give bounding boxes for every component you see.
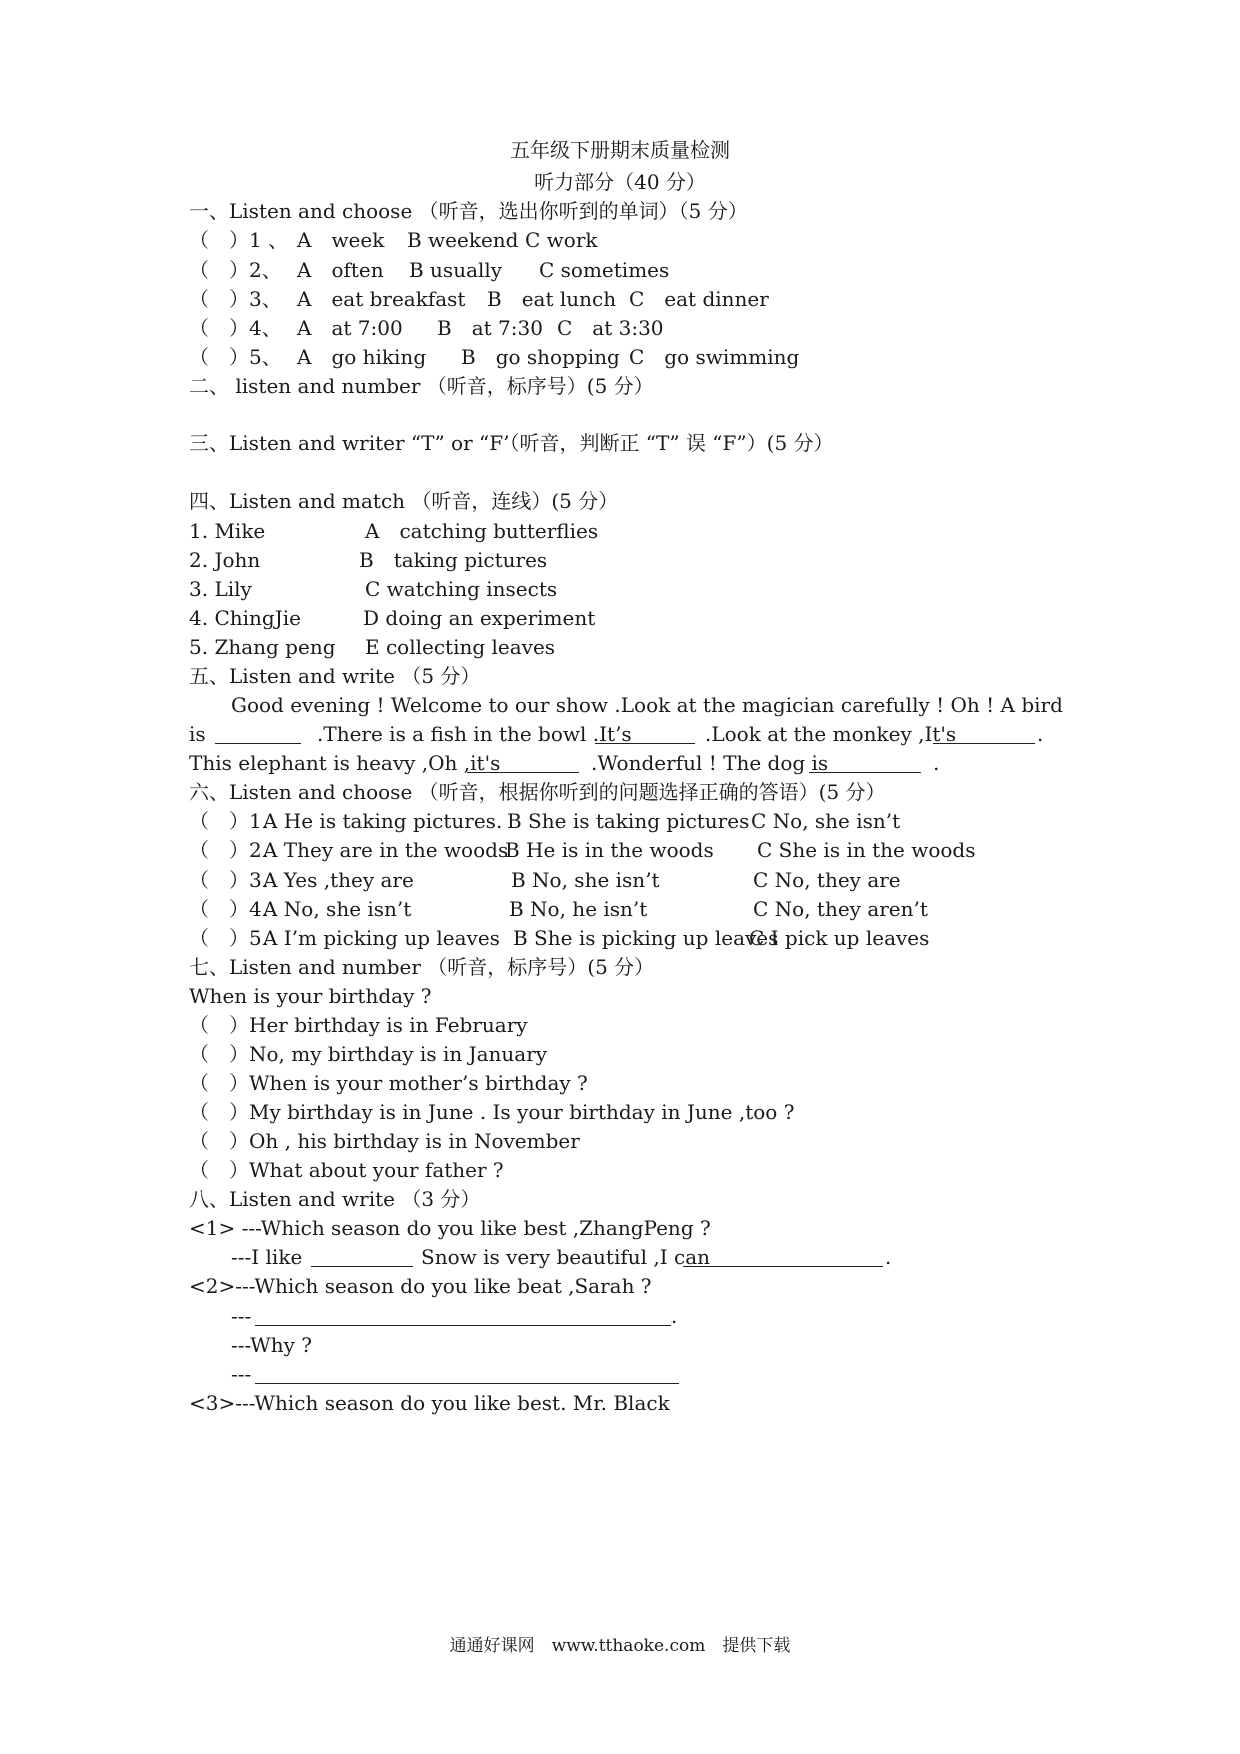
passage-text: .Look at the monkey ,It's (705, 722, 957, 746)
s8-question-3: <3>---Which season do you like best. Mr. Black (189, 1391, 670, 1415)
section-3-heading: 三、Listen and writer “T” or “F’（听音，判断正 “T” 误 “F”）(5 分） (189, 431, 834, 455)
option-c: C eat dinner (629, 287, 769, 311)
answer-blank (683, 1246, 883, 1267)
s6-item-3 (189, 867, 901, 893)
answer-blank (311, 1246, 413, 1267)
s8-answer-2 (231, 1303, 678, 1329)
item-number: （ ）3、 (189, 287, 282, 311)
answer-blank (595, 723, 695, 744)
answer-blank (255, 1305, 671, 1326)
section-8-heading: 八、Listen and write （3 分） (189, 1187, 481, 1211)
answer-blank (255, 1363, 679, 1384)
option-a: A No, she isn’t (263, 897, 412, 921)
passage-text: is (189, 722, 206, 746)
item-number: （ ）1 、 (189, 228, 289, 252)
match-activity: E collecting leaves (365, 635, 556, 659)
match-row-3 (189, 576, 558, 602)
match-name: 3. Lily (189, 577, 252, 601)
option-c: C at 3:30 (557, 316, 664, 340)
option-b: B go shopping (461, 345, 620, 369)
section-4-heading: 四、Listen and match （听音，连线）(5 分） (189, 489, 619, 513)
option-b: B No, he isn’t (509, 897, 648, 921)
answer-text: ---I like (231, 1245, 303, 1269)
passage-line-2 (189, 721, 1044, 747)
match-activity: D doing an experiment (363, 606, 596, 630)
dialogue-line-1: （ ）Her birthday is in February (189, 1013, 528, 1037)
match-row-5 (189, 634, 556, 660)
page-footer: 通通好课网 www.tthaoke.com 提供下载 (449, 1636, 791, 1656)
answer-blank (467, 752, 579, 773)
match-row-2 (189, 547, 548, 573)
match-name: 5. Zhang peng (189, 635, 336, 659)
s6-item-5 (189, 925, 930, 951)
s1-item-1 (189, 227, 598, 253)
match-name: 2. John (189, 548, 261, 572)
answer-blank (933, 723, 1035, 744)
item-number: （ ）3. (189, 868, 269, 892)
option-a: A I’m picking up leaves (263, 926, 500, 950)
option-c: C No, they are (753, 868, 901, 892)
item-number: （ ）4. (189, 897, 269, 921)
dialogue-line-4: （ ）My birthday is in June . Is your birthday in June ,too ? (189, 1100, 795, 1124)
option-a: A often (297, 258, 384, 282)
passage-line-3 (189, 750, 940, 776)
option-b: B She is taking pictures (507, 809, 750, 833)
answer-text: --- (231, 1362, 252, 1386)
match-name: 4. ChingJie (189, 606, 301, 630)
match-activity: A catching butterflies (365, 519, 599, 543)
section-6-heading: 六、Listen and choose （听音，根据你听到的问题选择正确的答语）(5 分） (189, 780, 886, 804)
item-number: （ ）2、 (189, 258, 282, 282)
s1-item-2 (189, 257, 670, 283)
option-c: C work (525, 228, 598, 252)
section-7-heading: 七、Listen and number （听音，标序号）(5 分） (189, 955, 655, 979)
option-c: C I pick up leaves (749, 926, 930, 950)
s8-why: ---Why ? (231, 1333, 312, 1357)
page-subtitle: 听力部分（40 分） (534, 170, 706, 194)
answer-blank (215, 723, 301, 744)
dialogue-line-3: （ ）When is your mother’s birthday ? (189, 1071, 588, 1095)
dialogue-line-6: （ ）What about your father ? (189, 1158, 504, 1182)
s8-question-1: <1> ---Which season do you like best ,ZhangPeng ? (189, 1216, 711, 1240)
page-title: 五年级下册期末质量检测 (510, 138, 730, 162)
option-b: B He is in the woods (505, 838, 714, 862)
s8-question-2: <2>---Which season do you like beat ,Sarah ? (189, 1274, 652, 1298)
match-row-1 (189, 518, 599, 544)
option-b: B weekend (407, 228, 519, 252)
item-number: （ ）1. (189, 809, 269, 833)
dialogue-line-2: （ ）No, my birthday is in January (189, 1042, 548, 1066)
option-b: B eat lunch (487, 287, 617, 311)
option-a: A eat breakfast (297, 287, 466, 311)
passage-text: This elephant is heavy ,Oh ,it's (189, 751, 501, 775)
option-c: C No, they aren’t (753, 897, 928, 921)
answer-text: Snow is very beautiful ,I can (421, 1245, 711, 1269)
option-c: C She is in the woods (757, 838, 976, 862)
s1-item-4 (189, 315, 664, 341)
match-row-4 (189, 605, 596, 631)
section-5-heading: 五、Listen and write （5 分） (189, 664, 481, 688)
item-number: （ ）2. (189, 838, 269, 862)
option-a: A Yes ,they are (263, 868, 414, 892)
item-number: （ ）5. (189, 926, 269, 950)
passage-line-1: Good evening ! Welcome to our show .Look at the magician carefully ! Oh ! A bird (231, 693, 1063, 717)
dialogue-line-5: （ ）Oh , his birthday is in November (189, 1129, 580, 1153)
option-a: A go hiking (297, 345, 427, 369)
option-b: B No, she isn’t (511, 868, 660, 892)
option-b: B usually (409, 258, 503, 282)
s6-item-4 (189, 896, 928, 922)
option-c: C No, she isn’t (751, 809, 901, 833)
match-activity: C watching insects (365, 577, 558, 601)
s8-answer-3 (231, 1361, 251, 1387)
option-c: C go swimming (629, 345, 800, 369)
item-number: （ ）5、 (189, 345, 282, 369)
passage-text: . (1037, 722, 1044, 746)
section-2-heading: 二、 listen and number （听音，标序号）(5 分） (189, 374, 654, 398)
option-c: C sometimes (539, 258, 670, 282)
s1-item-5 (189, 344, 800, 370)
item-number: （ ）4、 (189, 316, 282, 340)
passage-text: .There is a fish in the bowl .It’s (317, 722, 632, 746)
option-b: B at 7:30 (437, 316, 543, 340)
s1-item-3 (189, 286, 769, 312)
option-a: A at 7:00 (297, 316, 403, 340)
answer-text: --- (231, 1304, 252, 1328)
option-a: A week (297, 228, 385, 252)
match-name: 1. Mike (189, 519, 266, 543)
dialogue-question: When is your birthday ? (189, 984, 432, 1008)
passage-text: .Wonderful ! The dog is (591, 751, 829, 775)
s6-item-2 (189, 837, 976, 863)
section-1-heading: 一、Listen and choose （听音，选出你听到的单词）（5 分） (189, 199, 748, 223)
answer-blank (809, 752, 921, 773)
s8-answer-1 (231, 1244, 892, 1270)
passage-text: . (933, 751, 940, 775)
answer-text: . (671, 1304, 678, 1328)
s6-item-1 (189, 808, 901, 834)
match-activity: B taking pictures (359, 548, 548, 572)
option-a: A He is taking pictures. (263, 809, 503, 833)
option-a: A They are in the woods (263, 838, 509, 862)
answer-text: . (885, 1245, 892, 1269)
option-b: B She is picking up leaves (513, 926, 779, 950)
